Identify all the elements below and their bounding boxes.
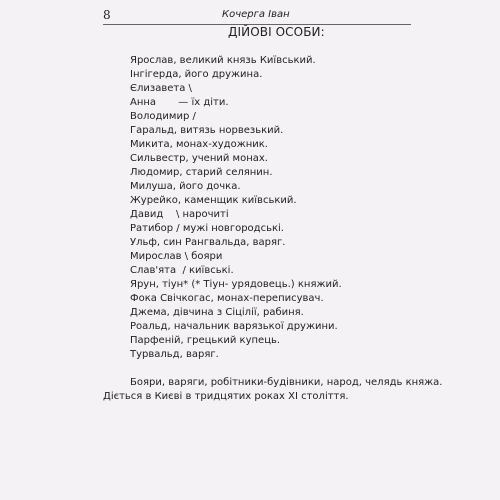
- page-number: 8: [103, 8, 111, 22]
- cast-item: Ратибор / мужі новгородські.: [130, 223, 284, 234]
- running-header-author: Кочерга Іван: [222, 9, 290, 20]
- cast-item: Мирослав \ бояри: [130, 251, 223, 262]
- cast-item: Єлизавета \: [130, 83, 192, 94]
- cast-item: Гаральд, витязь норвезький.: [130, 125, 284, 136]
- setting-line: Діється в Києві в тридцятих роках XI століття.: [103, 391, 349, 402]
- cast-list: [130, 54, 342, 362]
- cast-item: Інгігерда, його дружина.: [130, 69, 263, 80]
- cast-item: Ярун, тіун* (* Тіун- урядовець.) княжий.: [130, 279, 342, 290]
- cast-item: Журейко, каменщик київський.: [130, 195, 297, 206]
- extras-line: Бояри, варяги, робітники-будівники, народ, челядь княжа.: [130, 377, 443, 388]
- cast-item: Людомир, старий селянин.: [130, 167, 273, 178]
- cast-item: Роальд, начальник варязької дружини.: [130, 321, 338, 332]
- cast-item: Парфеній, грецький купець.: [130, 335, 281, 346]
- cast-item: Фока Свічкогас, монах-переписувач.: [130, 293, 324, 304]
- page-title: ДІЙОВІ ОСОБИ:: [228, 25, 325, 39]
- cast-item: Турвальд, варяг.: [130, 349, 219, 360]
- closing-notes: [103, 376, 443, 404]
- cast-item: Сильвестр, учений монах.: [130, 153, 268, 164]
- cast-item: Слав'ята / київські.: [130, 265, 234, 276]
- cast-item: Володимир /: [130, 111, 196, 122]
- cast-item: Ульф, син Рангвальда, варяг.: [130, 237, 286, 248]
- cast-item: Давид \ нарочиті: [130, 209, 229, 220]
- cast-item: Ярослав, великий князь Київський.: [130, 55, 316, 66]
- cast-item: Милуша, його дочка.: [130, 181, 241, 192]
- cast-item: Анна — їх діти.: [130, 97, 229, 108]
- cast-item: Микита, монах-художник.: [130, 139, 268, 150]
- cast-item: Джема, дівчина з Сіцілії, рабиня.: [130, 307, 304, 318]
